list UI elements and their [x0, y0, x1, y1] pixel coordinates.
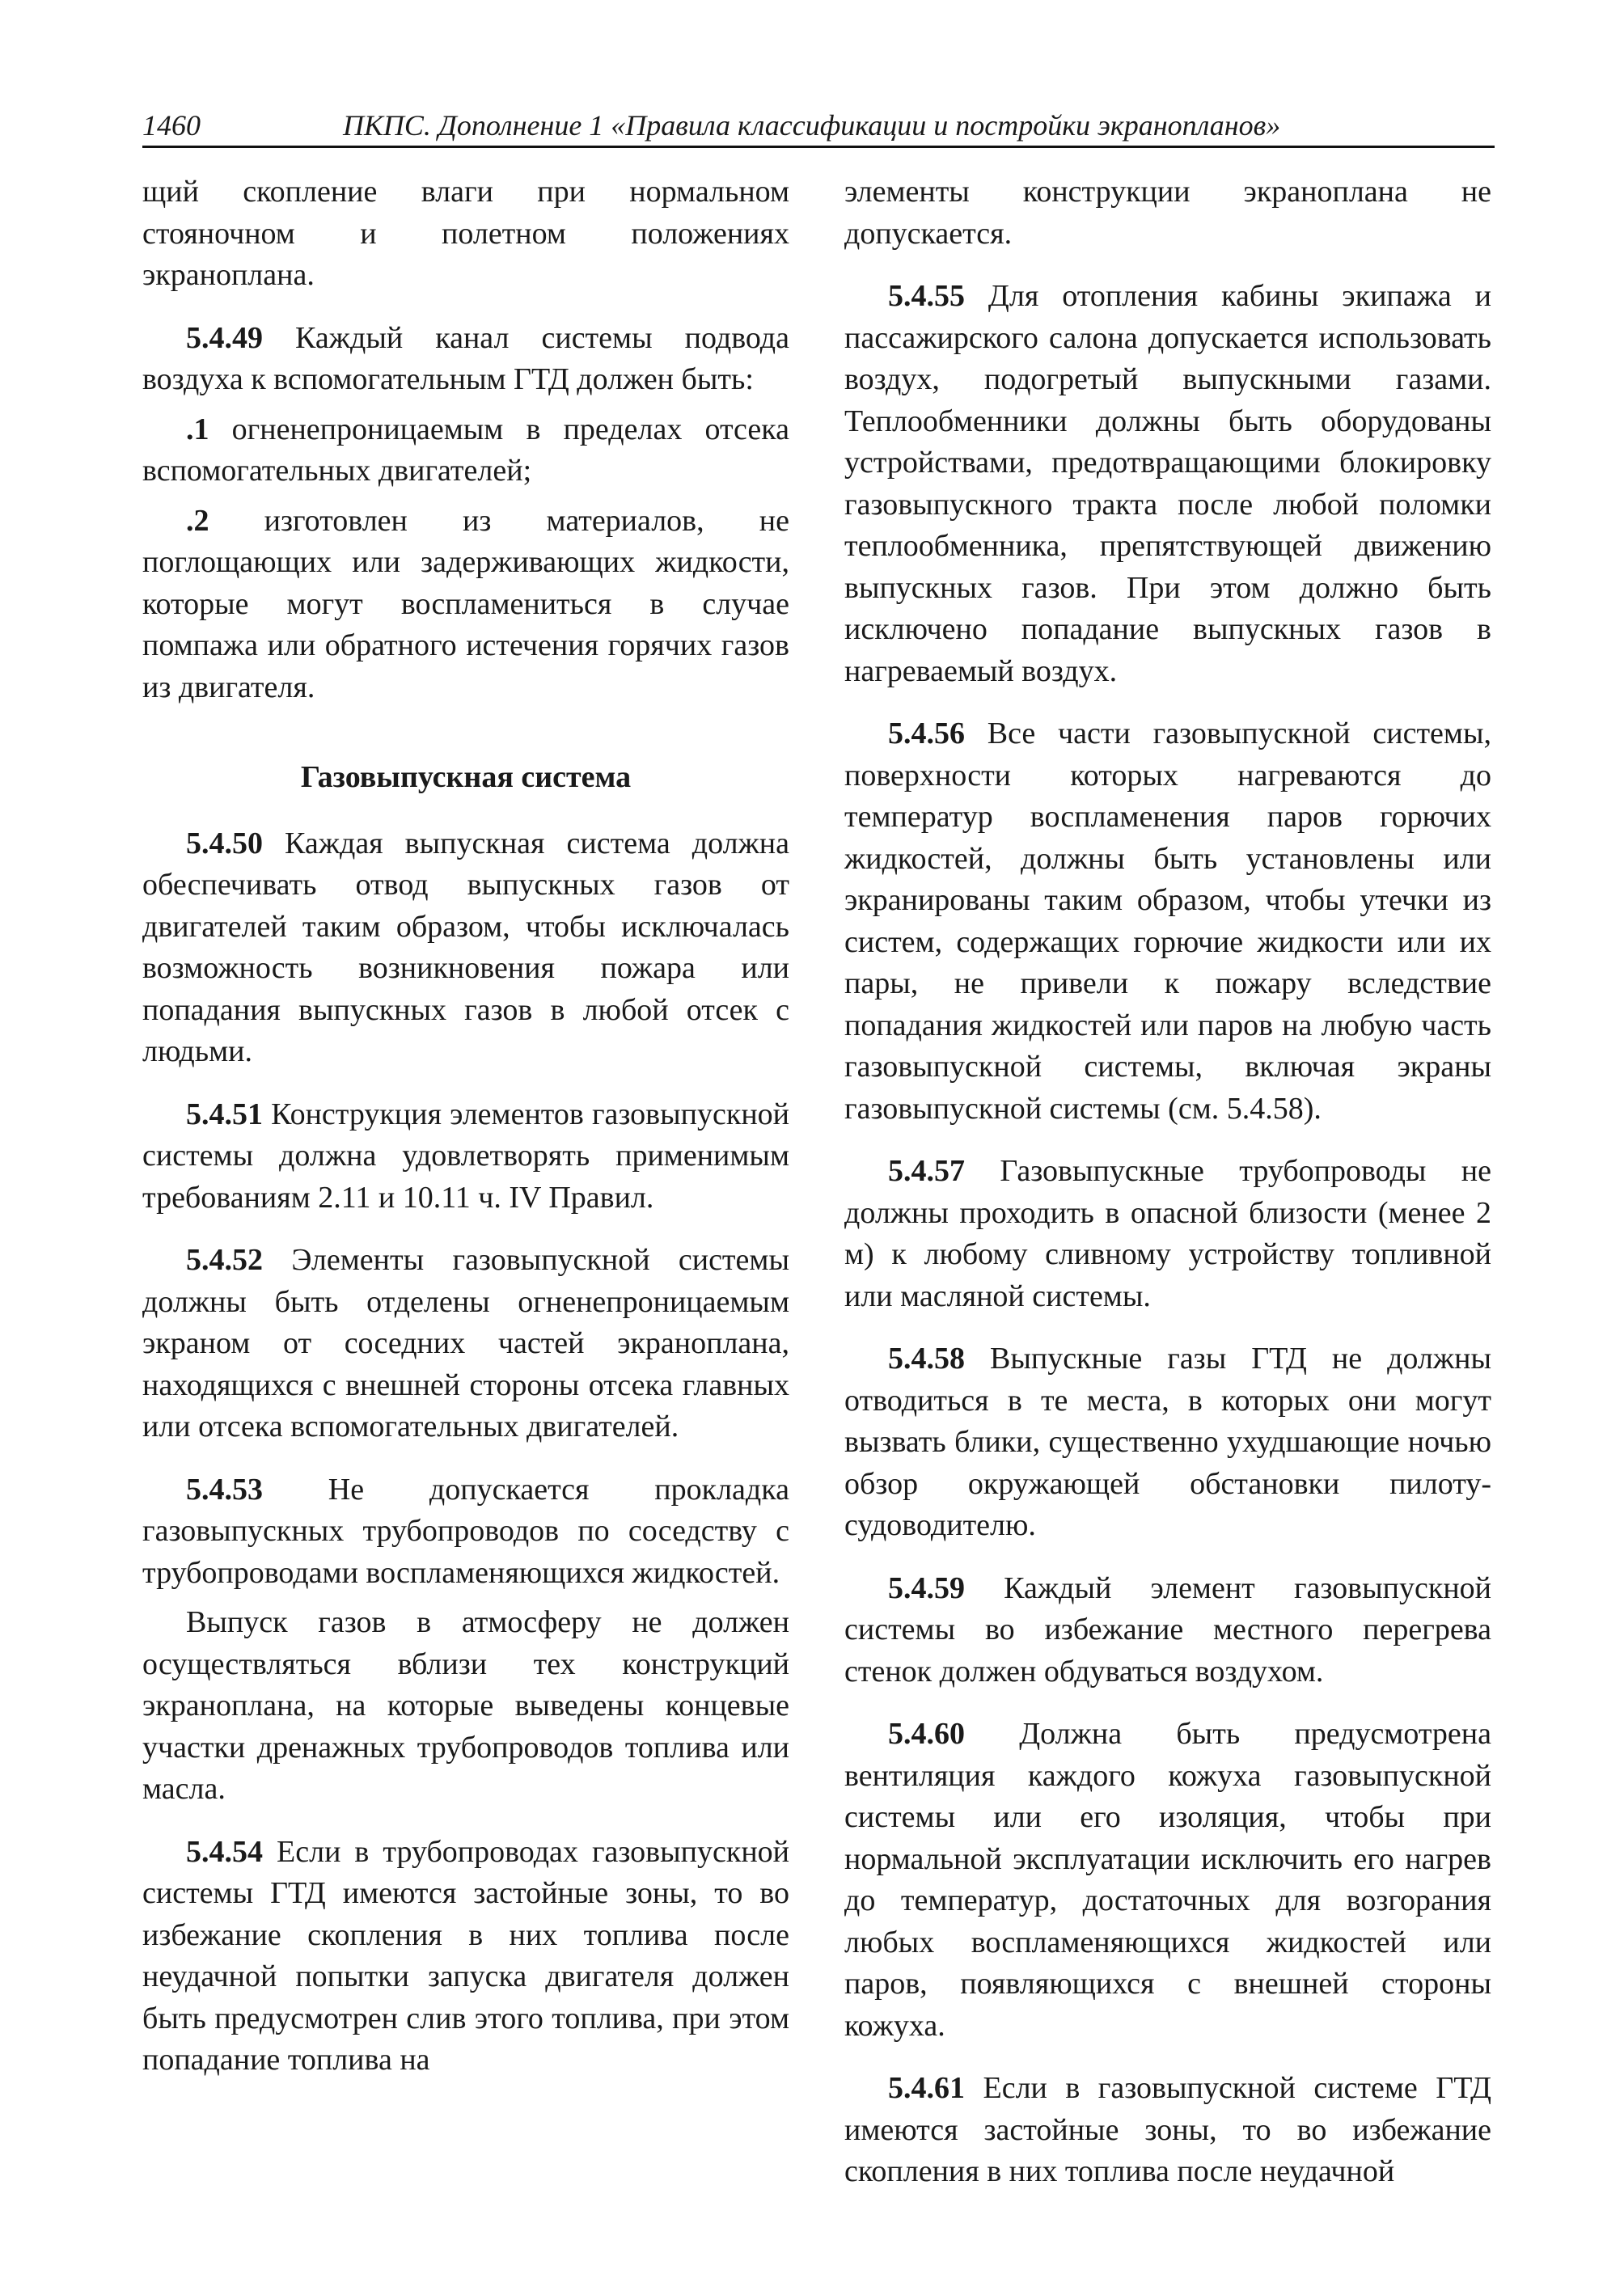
paragraph-5-4-61 [844, 2068, 1491, 2193]
paragraph-number: 5.4.58 [888, 1342, 965, 1376]
paragraph-number: 5.4.49 [186, 320, 263, 355]
list-item-number: .1 [186, 412, 209, 446]
paragraph-text: Каждый элемент газовыпускной системы во избежание местного перегрева стенок должен обдуваться воздухом. [844, 1570, 1491, 1689]
paragraph-5-4-53 [142, 1469, 789, 1595]
paragraph-text: Конструкция элементов газовыпускной системы должна удовлетворять применимым требованиям 2.11 и 10.11 ч. IV Правил. [142, 1097, 789, 1215]
running-title: ПКПС. Дополнение 1 «Правила классификации и постройки экранопланов» [343, 109, 1281, 142]
paragraph-text: Газовыпускные трубопроводы не должны проходить в опасной близости (менее 2 м) к любому сливному устройству топливной или масляной системы. [844, 1154, 1491, 1313]
paragraph-text: Каждый канал системы подвода воздуха к вспомогательным ГТД должен быть: [142, 320, 789, 396]
paragraph-number: 5.4.53 [186, 1472, 263, 1507]
paragraph-number: 5.4.59 [888, 1570, 965, 1605]
paragraph-text: Каждая выпускная система должна обеспечивать отвод выпускных газов от двигателей таким образом, чтобы исключалась возможность возникновения пожара или попадания выпускных газов в любой отсек с людьми. [142, 826, 789, 1068]
paragraph-number: 5.4.57 [888, 1154, 965, 1188]
paragraph-number: 5.4.54 [186, 1834, 263, 1869]
paragraph-5-4-50 [142, 823, 789, 1073]
paragraph-5-4-54 [142, 1832, 789, 2082]
paragraph-number: 5.4.50 [186, 826, 263, 860]
paragraph-5-4-51 [142, 1094, 789, 1219]
list-item-number: .2 [186, 503, 209, 538]
paragraph-text: Все части газовыпускной системы, поверхности которых нагреваются до температур воспламенения паров горючих жидкостей, должны быть установлены или экранированы таким образом, чтобы утечки из систем, содержащих горючие жидкости или их пары, не привели к пожару вследствие попадания жидкостей или паров на любую часть газовыпускной системы, включая экраны газовыпускной системы (см. 5.4.58). [844, 716, 1491, 1126]
list-item-1 [142, 409, 789, 492]
right-column [844, 171, 1491, 2214]
paragraph-number: 5.4.60 [888, 1717, 965, 1751]
paragraph-text: Если в газовыпускной системе ГТД имеются застойные зоны, то во избежание скопления в них топлива после неудачной [844, 2071, 1491, 2188]
paragraph-number: 5.4.51 [186, 1097, 263, 1131]
page-header [142, 105, 1495, 148]
paragraph-5-4-52 [142, 1240, 789, 1448]
paragraph-number: 5.4.56 [888, 716, 965, 750]
section-heading: Газовыпускная система [300, 760, 632, 794]
paragraph-5-4-53-continued: Выпуск газов в атмосферу не должен осуществляться вблизи тех конструкций экраноплана, на которые выведены концевые участки дренажных трубопроводов топлива или масла. [142, 1605, 789, 1806]
paragraph-text: Элементы газовыпускной системы должны быть отделены огненепроницаемым экраном от соседних частей экраноплана, находящихся с внешней стороны отсека главных или отсека вспомогательных двигателей. [142, 1243, 789, 1443]
paragraph-text: Если в трубопроводах газовыпускной системы ГТД имеются застойные зоны, то во избежание скопления в них топлива после неудачной попытки запуска двигателя должен быть предусмотрен слив этого топлива, при этом попадание топлива на [142, 1834, 789, 2077]
left-column [142, 171, 789, 2103]
list-item-text: огненепроницаемым в пределах отсека вспомогательных двигателей; [142, 412, 789, 488]
paragraph-text: Выпускные газы ГТД не должны отводиться в те места, в которых они могут вызвать блики, существенно ухудшающие ночью обзор окружающей обстановки пилоту-судоводителю. [844, 1342, 1491, 1542]
paragraph-continuation: элементы конструкции экраноплана не допускается. [844, 175, 1491, 251]
paragraph-text: Должна быть предусмотрена вентиляция каждого кожуха газовыпускной системы или его изоляция, чтобы при нормальной эксплуатации исключить его нагрев до температур, достаточных для возгорания любых воспламеняющихся жидкостей или паров, появляющихся с внешней стороны кожуха. [844, 1717, 1491, 2043]
paragraph-5-4-49 [142, 318, 789, 401]
paragraph-number: 5.4.61 [888, 2071, 965, 2105]
paragraph-5-4-60 [844, 1714, 1491, 2047]
paragraph-5-4-55 [844, 276, 1491, 692]
paragraph-text: Не допускается прокладка газовыпускных трубопроводов по соседству с трубопроводами воспламеняющихся жидкостей. [142, 1472, 789, 1590]
paragraph-5-4-56 [844, 713, 1491, 1130]
paragraph-number: 5.4.55 [888, 279, 965, 313]
list-item-2 [142, 501, 789, 709]
page-number: 1460 [142, 109, 201, 142]
paragraph-5-4-57 [844, 1151, 1491, 1317]
paragraph-number: 5.4.52 [186, 1243, 263, 1277]
paragraph-continuation: щий скопление влаги при нормальном стояночном и полетном положениях экраноплана. [142, 175, 789, 292]
paragraph-text: Для отопления кабины экипажа и пассажирского салона допускается использовать воздух, подогретый выпускными газами. Теплообменники должны быть оборудованы устройствами, предотвращающими блокировку газовыпускного тракта после любой поломки теплообменника, препятствующей движению выпускных газов. При этом должно быть исключено попадание выпускных газов в нагреваемый воздух. [844, 279, 1491, 688]
list-item-text: изготовлен из материалов, не поглощающих или задерживающих жидкости, которые могут воспламениться в случае помпажа или обратного истечения горячих газов из двигателя. [142, 503, 789, 704]
paragraph-5-4-58 [844, 1338, 1491, 1547]
paragraph-5-4-59 [844, 1568, 1491, 1693]
